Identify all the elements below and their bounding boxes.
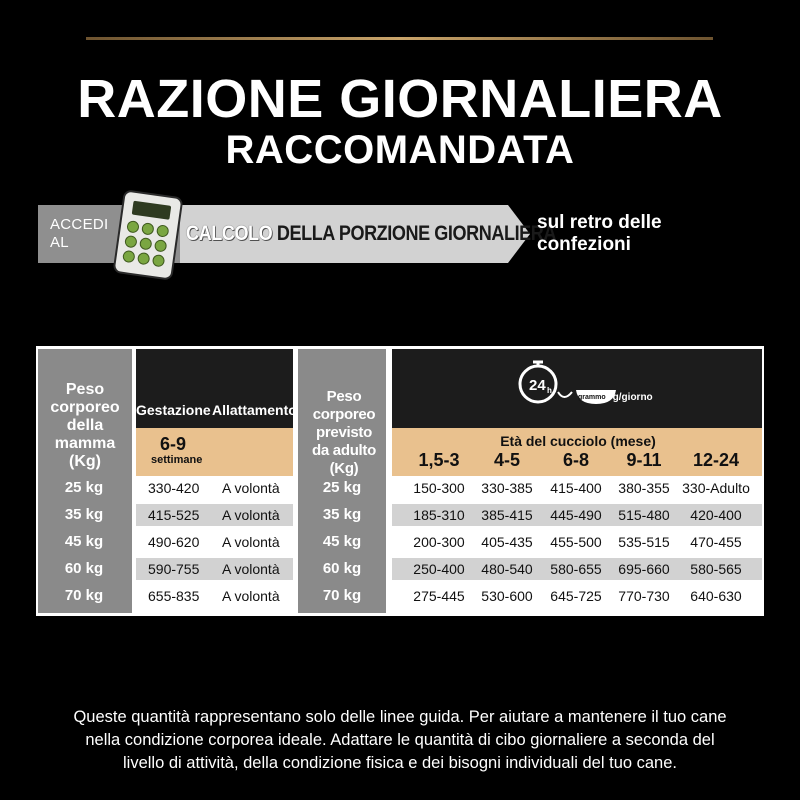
banner-calcolo-text: CALCOLO DELLA PORZIONE GIORNALIERA [186,222,557,245]
portion-cell: 385-415 [481,507,533,523]
g-giorno-label: * g/giorno [606,392,653,403]
calculator-keys [122,220,173,268]
adult-weight-header: Peso corporeo previsto da adulto (Kg) [312,388,376,477]
banner-accedi: ACCEDI AL [50,216,109,251]
portion-cell: 580-565 [690,561,742,577]
gestazione-weeks-unit: settimane [151,454,203,466]
allattamento-cell: A volontà [222,534,280,550]
allattamento-cell: A volontà [222,588,280,604]
mamma-weight-cell: 35 kg [64,506,104,523]
portion-cell: 770-730 [618,588,670,604]
mamma-weight-header: Peso corporeo della mamma (Kg) [50,381,120,470]
mamma-weight-cell: 60 kg [64,560,104,577]
allattamento-cell: A volontà [222,561,280,577]
portion-cell: 580-655 [550,561,602,577]
age-col-1: 1,5-3 [418,450,460,470]
adult-weight-cell: 60 kg [322,560,362,577]
portion-cell: 455-500 [550,534,602,550]
clock-sub: h [547,386,552,395]
portion-cell: 275-445 [413,588,465,604]
gestazione-header: Gestazione [136,402,211,418]
portion-cell: 405-435 [481,534,533,550]
age-col-3: 6-8 [562,450,589,470]
page-subtitle: RACCOMANDATA [225,128,575,172]
mamma-weight-cell: 70 kg [64,587,104,604]
gold-divider [86,37,713,40]
portion-cell: 420-400 [690,507,742,523]
clock-label: 24 [529,377,546,394]
footnote: Queste quantità rappresentano solo delle linee guida. Per aiutare a mantenere il tuo cane nella condizione corporea ideale. Adattare le quantità di cibo giornaliere a seconda del livello di attività, della condizione fisica e dei bisogni individuali del tuo cane. [73,708,727,772]
adult-weight-cell: 45 kg [322,533,362,550]
portion-cell: 380-355 [618,480,670,496]
portion-cell: 445-490 [550,507,602,523]
eta-cucciolo-header: Età del cucciolo (mese) [500,433,656,449]
portion-cell: 415-400 [550,480,602,496]
grammo-label: grammo [578,394,606,401]
portion-cell: 330-Adulto [682,480,750,496]
portion-cell: 470-455 [690,534,742,550]
ration-table [36,346,764,616]
portion-cell: 185-310 [413,507,465,523]
portion-cell: 330-385 [481,480,533,496]
gestazione-cell: 490-620 [148,534,200,550]
gestazione-cell: 590-755 [148,561,200,577]
age-col-4: 9-11 [626,450,662,470]
portion-cell: 150-300 [413,480,465,496]
page-title: RAZIONE GIORNALIERA [77,69,723,129]
calculator-icon [112,189,183,281]
banner-side-text: sul retro delle confezioni [537,212,662,255]
portion-cell: 480-540 [481,561,533,577]
allattamento-header: Allattamento [212,402,297,418]
portion-cell: 250-400 [413,561,465,577]
portion-cell: 645-725 [550,588,602,604]
allattamento-cell: A volontà [222,507,280,523]
clock-24h-icon [514,360,574,408]
portion-cell: 515-480 [618,507,670,523]
gestazione-cell: 415-525 [148,507,200,523]
allattamento-cell: A volontà [222,480,280,496]
portion-cell: 640-630 [690,588,742,604]
age-col-2: 4-5 [493,450,520,470]
adult-weight-cell: 35 kg [322,506,362,523]
gestazione-cell: 655-835 [148,588,200,604]
calculator-banner [38,205,557,263]
age-col-5: 12-24 [692,450,740,470]
portion-cell: 200-300 [413,534,465,550]
portion-cell: 530-600 [481,588,533,604]
portion-cell: 535-515 [618,534,670,550]
calculator-screen [132,201,172,220]
adult-weight-cell: 25 kg [322,479,362,496]
mamma-weight-cell: 45 kg [64,533,104,550]
portion-cell: 695-660 [618,561,670,577]
mamma-weight-cell: 25 kg [64,479,104,496]
gestazione-cell: 330-420 [148,480,200,496]
gestazione-weeks: 6-9 [160,434,187,454]
adult-weight-cell: 70 kg [322,587,362,604]
